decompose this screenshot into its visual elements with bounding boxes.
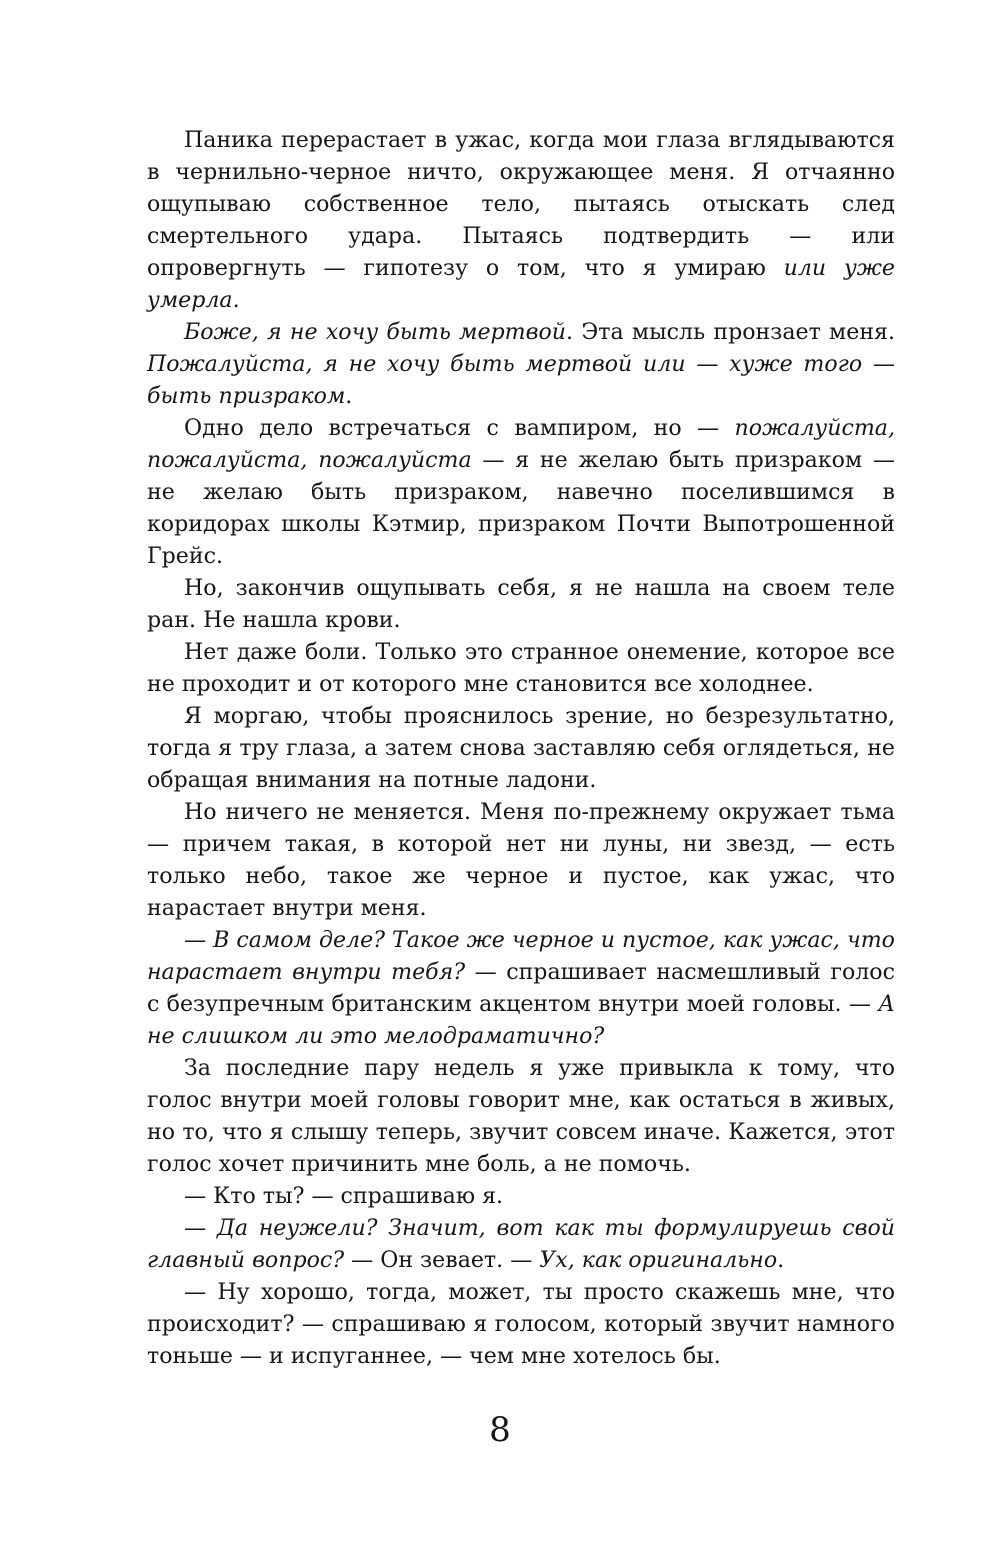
text-run: . Эта мысль пронзает меня. bbox=[566, 319, 896, 345]
text-run: . bbox=[777, 1247, 785, 1273]
page-body-text bbox=[147, 124, 895, 1372]
paragraph bbox=[147, 316, 895, 412]
page-number: 8 bbox=[489, 1410, 511, 1450]
italic-text-run: Пожалуйста, я не хочу быть мертвой или — хуже того — быть призраком bbox=[147, 351, 895, 409]
italic-text-run: Да неужели? Значит, вот как ты формулируешь свой главный вопрос? bbox=[147, 1215, 896, 1273]
italic-text-run: или уже умерла bbox=[147, 255, 895, 313]
paragraph bbox=[147, 1212, 895, 1276]
italic-text-run: Ух, как оригинально bbox=[539, 1247, 778, 1273]
paragraph bbox=[147, 1180, 895, 1212]
text-run: За последние пару недель я уже привыкла к тому, что голос внутри моей головы говорит мне, как остаться в живых, но то, что я слышу теперь, звучит совсем иначе. Кажется, этот голос хочет причинить мне боль, а не помочь. bbox=[147, 1055, 895, 1177]
text-run: — я не желаю быть призраком — не желаю быть призраком, навечно поселившимся в коридорах школы Кэтмир, призраком Почти Выпотрошенной Грейс. bbox=[147, 447, 895, 569]
text-run: . bbox=[345, 383, 353, 409]
text-run: — Кто ты? — спрашиваю я. bbox=[184, 1183, 504, 1209]
italic-text-run: пожалуйста, пожалуйста, пожалуйста bbox=[147, 415, 895, 473]
paragraph bbox=[147, 924, 895, 1052]
paragraph bbox=[147, 412, 895, 572]
paragraph bbox=[147, 1052, 895, 1180]
italic-text-run: В самом деле? Такое же черное и пустое, как ужас, что нарастает внутри тебя? bbox=[147, 927, 895, 985]
text-run: — спрашивает насмешливый голос с безупречным британским акцентом внутри моей головы. — bbox=[147, 959, 895, 1017]
text-run: — Ну хорошо, тогда, может, ты просто скажешь мне, что происходит? — спрашиваю я голосом, который звучит намного тоньше — и испуганнее, — чем мне хотелось бы. bbox=[147, 1279, 895, 1369]
text-run: — Он зевает. — bbox=[344, 1247, 540, 1273]
text-run: . bbox=[232, 287, 240, 313]
italic-text-run: Боже, я не хочу быть мертвой bbox=[184, 319, 567, 345]
text-run: — bbox=[184, 927, 214, 953]
text-run: Я моргаю, чтобы прояснилось зрение, но безрезультатно, тогда я тру глаза, а затем снова заставляю себя оглядеться, не обращая внимания на потные ладони. bbox=[147, 703, 895, 793]
text-run: — bbox=[184, 1215, 217, 1241]
text-run: Но, закончив ощупывать себя, я не нашла на своем теле ран. Не нашла крови. bbox=[147, 575, 895, 633]
paragraph bbox=[147, 124, 895, 316]
paragraph bbox=[147, 636, 895, 700]
italic-text-run: А не слишком ли это мелодраматично? bbox=[147, 991, 895, 1049]
text-run: Паника перерастает в ужас, когда мои глаза вглядываются в чернильно-черное ничто, окружающее меня. Я отчаянно ощупываю собственное тело, пытаясь отыскать след смертельного удара. Пытаясь подтвердить — или опровергнуть — гипотезу о том, что я умираю bbox=[147, 127, 895, 281]
paragraph bbox=[147, 572, 895, 636]
paragraph bbox=[147, 796, 895, 924]
text-run: Нет даже боли. Только это странное онемение, которое все не проходит и от которого мне становится все холоднее. bbox=[147, 639, 895, 697]
paragraph bbox=[147, 1276, 895, 1372]
paragraph bbox=[147, 700, 895, 796]
text-run: Но ничего не меняется. Меня по-прежнему окружает тьма — причем такая, в которой нет ни луны, ни звезд, — есть только небо, такое же черное и пустое, как ужас, что нарастает внутри меня. bbox=[147, 799, 895, 921]
text-run: Одно дело встречаться с вампиром, но — bbox=[184, 415, 735, 441]
